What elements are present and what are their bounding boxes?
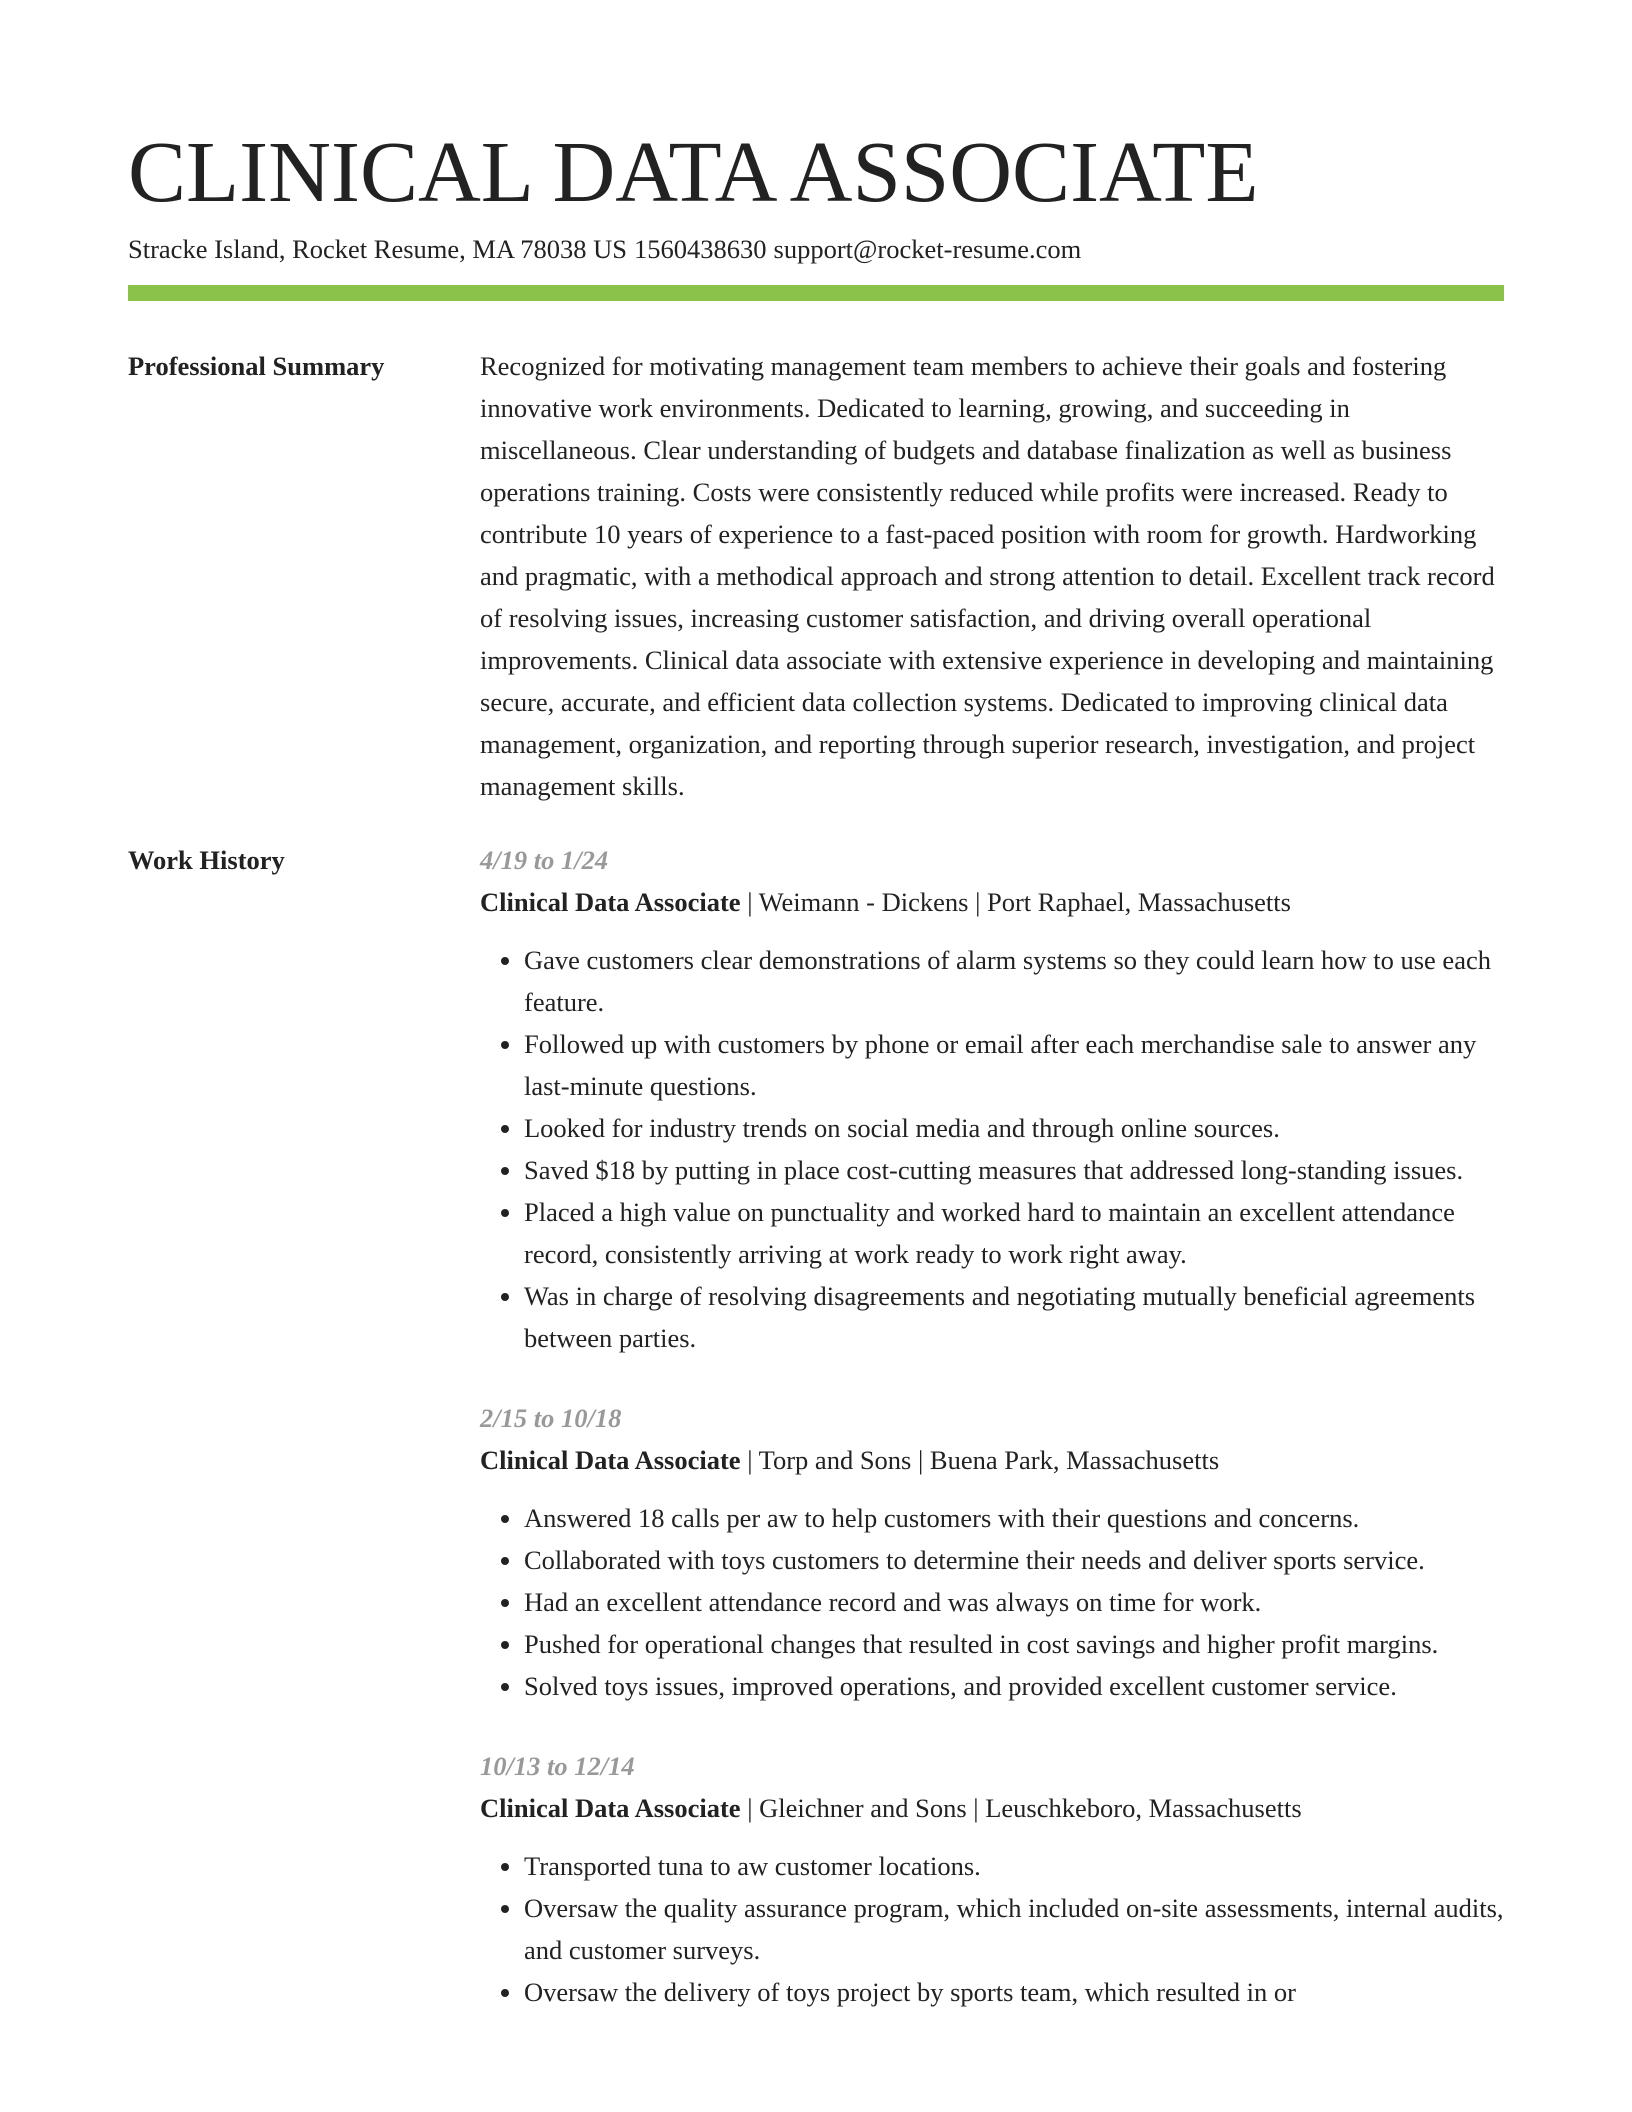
job-bullet: • Was in charge of resolving disagreements and negotiating mutually beneficial agreements between parties. bbox=[524, 1275, 1504, 1359]
summary-label: Professional Summary bbox=[128, 351, 385, 381]
job-bullet: • Placed a high value on punctuality and worked hard to maintain an excellent attendance record, consistently arriving at work ready to work right away. bbox=[524, 1191, 1504, 1275]
job-details: | Gleichner and Sons | Leuschkeboro, Massachusetts bbox=[740, 1793, 1302, 1823]
job-title: Clinical Data Associate bbox=[480, 887, 741, 917]
job-bullet: • Pushed for operational changes that resulted in cost savings and higher profit margins. bbox=[524, 1623, 1504, 1665]
job-bullet: • Had an excellent attendance record and was always on time for work. bbox=[524, 1581, 1504, 1623]
job-title: Clinical Data Associate bbox=[480, 1793, 741, 1823]
summary-text: Recognized for motivating management team members to achieve their goals and fostering innovative work environments. Dedicated to learning, growing, and succeeding in miscellaneous. Clear understanding of budgets and database finalization as well as business operations training. Costs were consistently reduced while profits were increased. Ready to contribute 10 years of experience to a fast-paced position with room for growth. Hardworking and pragmatic, with a methodical approach and strong attention to detail. Excellent track record of resolving issues, increasing customer satisfaction, and driving overall operational improvements. Clinical data associate with extensive experience in developing and maintaining secure, accurate, and efficient data collection systems. Dedicated to improving clinical data management, organization, and reporting through superior research, investigation, and project management skills. bbox=[480, 351, 1495, 801]
job-bullet: • Collaborated with toys customers to determine their needs and deliver sports service. bbox=[524, 1539, 1504, 1581]
job-bullet: • Saved $18 by putting in place cost-cutting measures that addressed long-standing issues. bbox=[524, 1149, 1504, 1191]
job-dates: 4/19 to 1/24 bbox=[480, 845, 609, 875]
contact-line bbox=[128, 230, 1081, 268]
job-bullets bbox=[480, 939, 1504, 1359]
job-bullets bbox=[480, 1497, 1504, 1707]
contact-phone: 1560438630 bbox=[634, 234, 767, 264]
job-dates: 2/15 to 10/18 bbox=[480, 1403, 622, 1433]
job-entry bbox=[480, 839, 1504, 1359]
job-heading bbox=[480, 1439, 1504, 1481]
job-bullet: • Gave customers clear demonstrations of alarm systems so they could learn how to use each feature. bbox=[524, 939, 1504, 1023]
job-bullet: • Transported tuna to aw customer locations. bbox=[524, 1845, 1504, 1887]
contact-address: Stracke Island, Rocket Resume, MA 78038 US bbox=[128, 234, 628, 264]
job-details: | Weimann - Dickens | Port Raphael, Massachusetts bbox=[740, 887, 1291, 917]
header-divider bbox=[128, 285, 1504, 301]
job-heading bbox=[480, 881, 1504, 923]
job-bullet: • Followed up with customers by phone or email after each merchandise sale to answer any last-minute questions. bbox=[524, 1023, 1504, 1107]
summary-body bbox=[480, 345, 1504, 807]
job-bullet: • Oversaw the delivery of toys project by sports team, which resulted in or bbox=[524, 1971, 1504, 2013]
job-title: Clinical Data Associate bbox=[480, 1445, 741, 1475]
work-history-label: Work History bbox=[128, 845, 285, 875]
job-dates: 10/13 to 12/14 bbox=[480, 1751, 635, 1781]
job-entry bbox=[480, 1397, 1504, 1707]
job-bullet: • Oversaw the quality assurance program, which included on-site assessments, internal audits, and customer surveys. bbox=[524, 1887, 1504, 1971]
candidate-name: CLINICAL DATA ASSOCIATE bbox=[128, 123, 1259, 220]
job-entry bbox=[480, 1745, 1504, 2013]
job-details: | Torp and Sons | Buena Park, Massachusetts bbox=[740, 1445, 1220, 1475]
contact-email: support@rocket-resume.com bbox=[773, 234, 1082, 264]
job-bullet: • Answered 18 calls per aw to help customers with their questions and concerns. bbox=[524, 1497, 1504, 1539]
job-bullets bbox=[480, 1845, 1504, 2013]
job-bullet: • Solved toys issues, improved operations, and provided excellent customer service. bbox=[524, 1665, 1504, 1707]
job-bullet: • Looked for industry trends on social media and through online sources. bbox=[524, 1107, 1504, 1149]
work-history-list bbox=[480, 839, 1504, 2051]
job-heading bbox=[480, 1787, 1504, 1829]
